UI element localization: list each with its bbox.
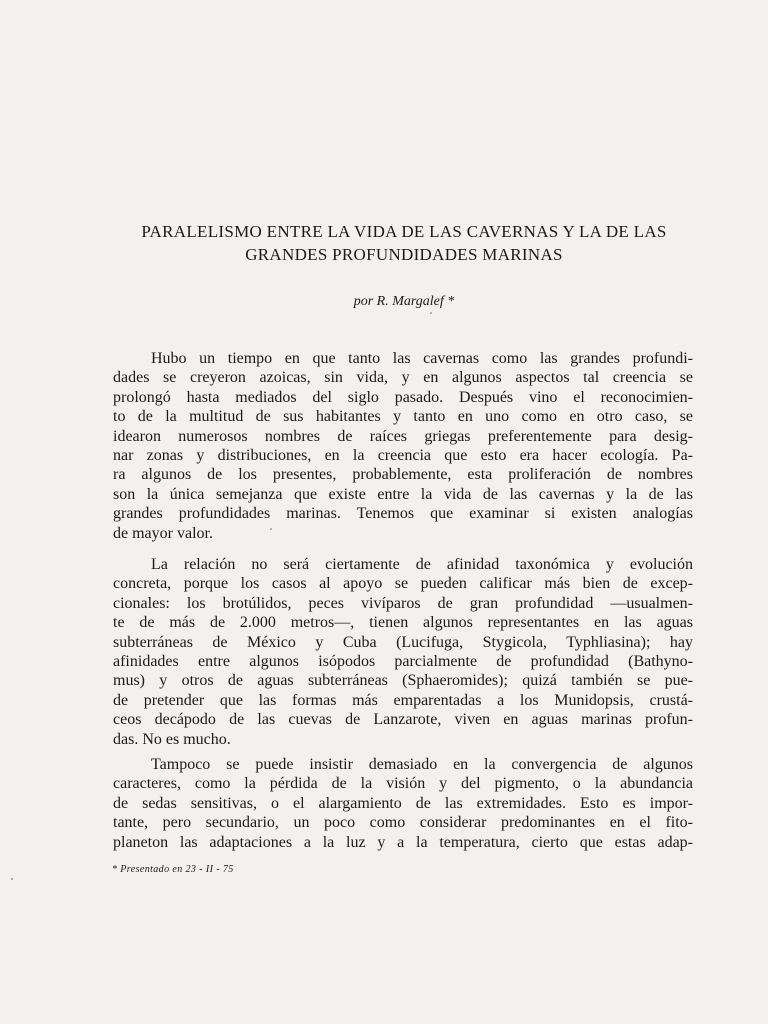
title-line-1: PARALELISMO ENTRE LA VIDA DE LAS CAVERNAS Y LA DE LAS <box>141 222 667 241</box>
text-line: mus) y otros de aguas subterráneas (Sphaeromides); quizá también se pue- <box>113 672 693 690</box>
paragraph-2 <box>113 555 693 749</box>
article-title <box>80 220 728 266</box>
text-line: ceos decápodo de las cuevas de Lanzarote, viven en aguas marinas profun- <box>113 711 693 729</box>
text-line: afinidades entre algunos isópodos parcialmente de profundidad (Bathyno- <box>113 653 693 671</box>
author-byline: por R. Margalef * <box>353 294 455 309</box>
text-line: tante, pero secundario, un poco como considerar predominantes en el fito- <box>113 814 693 832</box>
text-line: cionales: los brotúlidos, peces vivíparos de gran profundidad —usualmen- <box>113 594 693 612</box>
text-line: planeton las adaptaciones a la luz y a la temperatura, cierto que estas adap- <box>113 833 693 851</box>
text-line: grandes profundidades marinas. Tenemos que examinar si existen analogías <box>113 505 693 523</box>
text-line: to de la multitud de sus habitantes y tanto en uno como en otro caso, se <box>113 408 693 426</box>
text-line: te de más de 2.000 metros—, tienen algunos representantes en las aguas <box>113 614 693 632</box>
title-line-2: GRANDES PROFUNDIDADES MARINAS <box>245 245 563 264</box>
text-line: Hubo un tiempo en que tanto las cavernas como las grandes profundi- <box>151 350 693 367</box>
text-line: de sedas sensitivas, o el alargamiento de las extremidades. Esto es impor- <box>113 794 693 812</box>
scan-speck <box>270 528 272 530</box>
footnote: * Presentado en 23 - II - 75 <box>112 864 234 875</box>
paragraph-1 <box>113 349 693 543</box>
text-line: Tampoco se puede insistir demasiado en la convergencia de algunos <box>151 756 693 773</box>
text-line: idearon numerosos nombres de raíces griegas preferentemente para desig- <box>113 427 693 445</box>
text-line: ra algunos de los presentes, probablemente, esta proliferación de nombres <box>113 466 693 484</box>
text-line: de mayor valor. <box>113 524 213 542</box>
scan-speck <box>430 312 432 314</box>
text-line: son la única semejanza que existe entre la vida de las cavernas y la de las <box>113 485 693 503</box>
text-line: das. No es mucho. <box>113 730 231 748</box>
scan-speck <box>11 878 13 880</box>
text-line: concreta, porque los casos al apoyo se pueden calificar más bien de excep- <box>113 575 693 593</box>
text-line: caracteres, como la pérdida de la visión y del pigmento, o la abundancia <box>113 775 693 793</box>
text-line: dades se creyeron azoicas, sin vida, y en algunos aspectos tal creencia se <box>113 369 693 387</box>
text-line: de pretender que las formas más emparentadas a los Munidopsis, crustá- <box>113 691 693 709</box>
text-line: prolongó hasta mediados del siglo pasado. Después vino el reconocimien- <box>113 388 693 406</box>
text-line: subterráneas de México y Cuba (Lucifuga, Stygicola, Typhliasina); hay <box>113 633 693 651</box>
text-line: La relación no será ciertamente de afinidad taxonómica y evolución <box>151 556 693 573</box>
paragraph-3 <box>113 755 693 852</box>
text-line: nar zonas y distribuciones, en la creencia que esto era hacer ecología. Pa- <box>113 447 693 465</box>
